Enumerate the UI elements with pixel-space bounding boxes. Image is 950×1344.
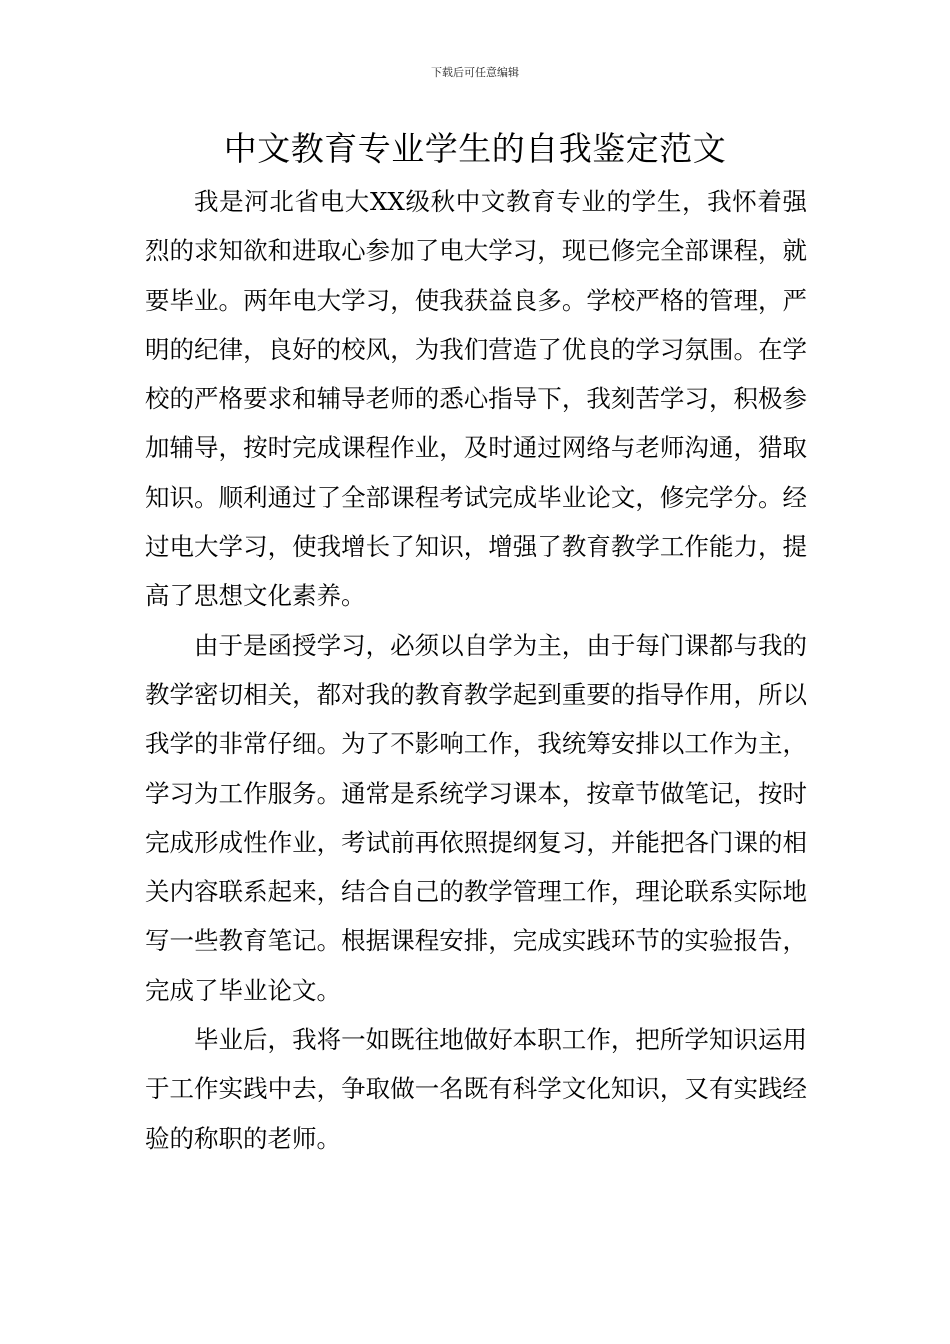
document-body xyxy=(145,177,807,1163)
paragraph-3: 毕业后，我将一如既往地做好本职工作，把所学知识运用于工作实践中去，争取做一名既有科学文化知识，又有实践经验的称职的老师。 xyxy=(145,1025,807,1153)
paragraph-2: 由于是函授学习，必须以自学为主，由于每门课都与我的教学密切相关，都对我的教育教学起到重要的指导作用，所以我学的非常仔细。为了不影响工作，我统筹安排以工作为主，学习为工作服务。通常是系统学习课本，按章节做笔记，按时完成形成性作业，考试前再依照提纲复习，并能把各门课的相关内容联系起来，结合自己的教学管理工作，理论联系实际地写一些教育笔记。根据课程安排，完成实践环节的实验报告，完成了毕业论文。 xyxy=(145,630,807,1005)
document-title: 中文教育专业学生的自我鉴定范文 xyxy=(223,129,727,168)
header-note: 下载后可任意编辑 xyxy=(431,66,519,79)
paragraph-1: 我是河北省电大XX级秋中文教育专业的学生，我怀着强烈的求知欲和进取心参加了电大学习，现已修完全部课程，就要毕业。两年电大学习，使我获益良多。学校严格的管理，严明的纪律，良好的校风，为我们营造了优良的学习氛围。在学校的严格要求和辅导老师的悉心指导下，我刻苦学习，积极参加辅导，按时完成课程作业，及时通过网络与老师沟通，猎取知识。顺利通过了全部课程考试完成毕业论文，修完学分。经过电大学习，使我增长了知识，增强了教育教学工作能力，提高了思想文化素养。 xyxy=(145,187,807,611)
